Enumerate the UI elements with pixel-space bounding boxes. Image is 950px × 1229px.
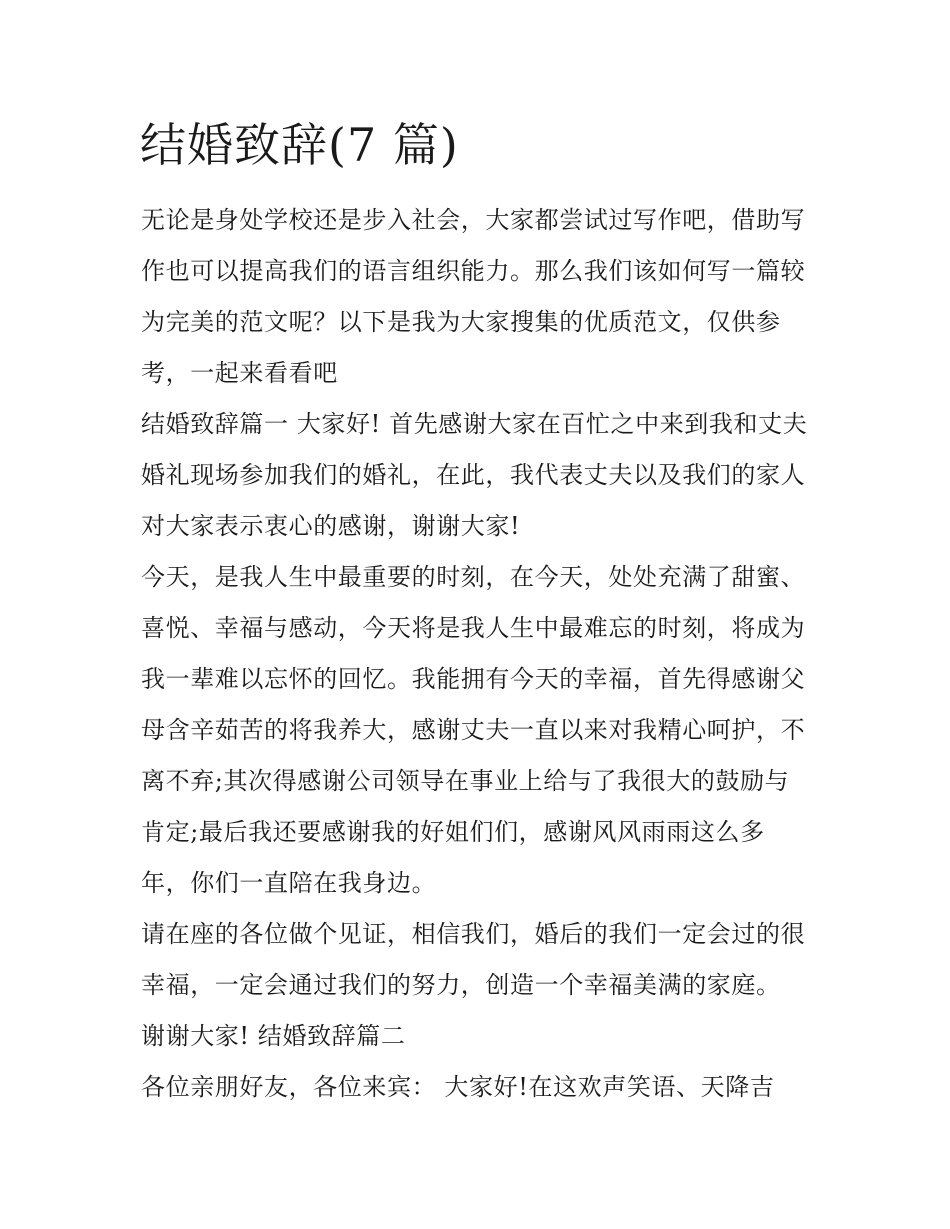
paragraph-line: 今天，是我人生中最重要的时刻，在今天，处处充满了甜蜜、 bbox=[141, 563, 806, 591]
paragraph-line: 母含辛茹苦的将我养大，感谢丈夫一直以来对我精心呵护，不 bbox=[141, 716, 806, 744]
paragraph-line: 婚礼现场参加我们的婚礼，在此，我代表丈夫以及我们的家人 bbox=[141, 461, 806, 489]
paragraph-line: 考，一起来看看吧 bbox=[141, 359, 338, 387]
paragraph-line: 肯定;最后我还要感谢我的好姐们们，感谢风风雨雨这么多 bbox=[141, 818, 765, 846]
paragraph-line: 对大家表示衷心的感谢，谢谢大家! bbox=[141, 512, 521, 540]
paragraph-line: 年，你们一直陪在我身边。 bbox=[141, 869, 437, 897]
paragraph-line: 幸福，一定会通过我们的努力，创造一个幸福美满的家庭。 bbox=[141, 971, 781, 999]
paragraph-line: 谢谢大家! 结婚致辞篇二 bbox=[141, 1022, 406, 1050]
paragraph-line: 各位亲朋好友，各位来宾： 大家好!在这欢声笑语、天降吉 bbox=[141, 1073, 775, 1101]
page-title: 结婚致辞(7 篇) bbox=[140, 118, 459, 172]
paragraph-line: 离不弃;其次得感谢公司领导在事业上给与了我很大的鼓励与 bbox=[141, 767, 790, 795]
paragraph-line: 我一辈难以忘怀的回忆。我能拥有今天的幸福，首先得感谢父 bbox=[141, 665, 806, 693]
paragraph-line: 结婚致辞篇一 大家好! 首先感谢大家在百忙之中来到我和丈夫 bbox=[141, 410, 808, 438]
paragraph-line: 请在座的各位做个见证，相信我们，婚后的我们一定会过的很 bbox=[141, 920, 806, 948]
paragraph-line: 喜悦、幸福与感动，今天将是我人生中最难忘的时刻，将成为 bbox=[141, 614, 806, 642]
paragraph-line: 为完美的范文呢？以下是我为大家搜集的优质范文，仅供参 bbox=[141, 308, 781, 336]
paragraph-line: 作也可以提高我们的语言组织能力。那么我们该如何写一篇较 bbox=[141, 257, 806, 285]
paragraph-line: 无论是身处学校还是步入社会，大家都尝试过写作吧，借助写 bbox=[141, 206, 806, 234]
